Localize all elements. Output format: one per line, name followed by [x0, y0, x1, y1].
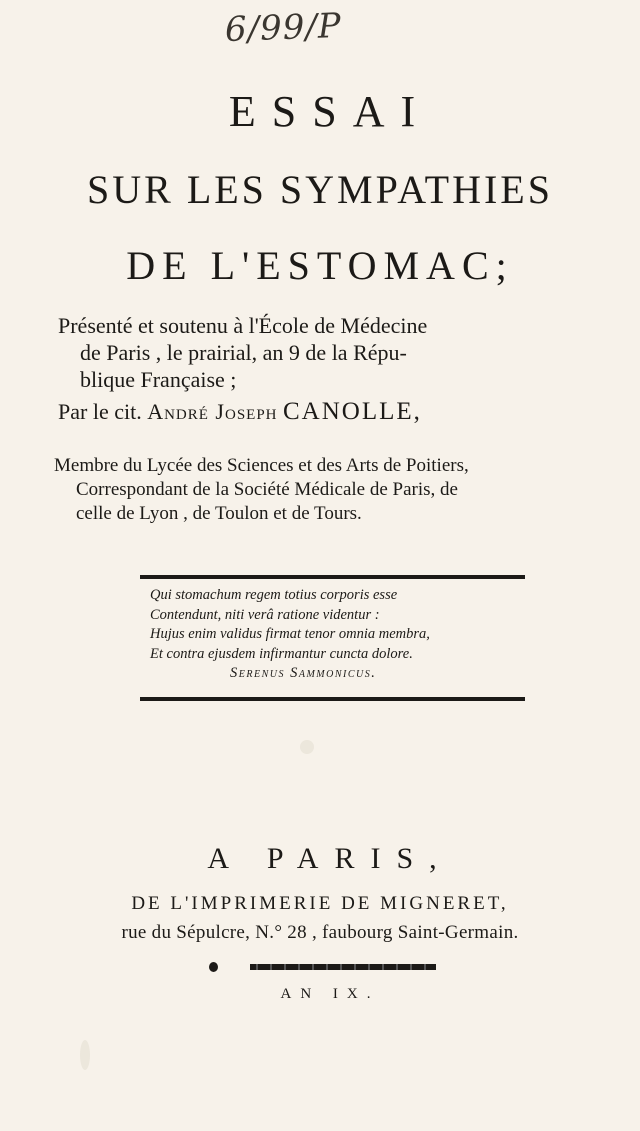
author-line: [58, 398, 422, 426]
epigraph-line: Et contra ejusdem infirmantur cuncta dolore.: [150, 645, 413, 662]
presentation-line: Présenté et soutenu à l'École de Médecine: [58, 313, 428, 338]
epigraph-line: Contendunt, niti verâ ratione videntur :: [150, 606, 380, 623]
handwritten-shelfmark: 6/99/P: [224, 5, 343, 51]
membership-line: Correspondant de la Société Médicale de Paris, de: [76, 479, 458, 500]
imprint-printer: DE L'IMPRIMERIE DE MIGNERET,: [131, 893, 509, 914]
epigraph-line: Qui stomachum regem totius corporis esse: [150, 587, 398, 603]
presentation-line: de Paris , le prairial, an 9 de la Répu-: [80, 340, 407, 365]
title-sur-les-sympathies: SUR LES SYMPATHIES: [87, 167, 553, 212]
imprint-year: AN IX.: [280, 986, 380, 1002]
membership-line: celle de Lyon , de Toulon et de Tours.: [76, 503, 362, 524]
epigraph-line: Hujus enim validus firmat tenor omnia membra,: [150, 626, 430, 642]
ornament-rule: [250, 964, 436, 970]
epigraph-bottom-rule: [140, 697, 525, 701]
imprint-address: rue du Sépulcre, N.° 28 , faubourg Saint-Germain.: [121, 922, 519, 943]
ornament-dot: [209, 962, 218, 972]
epigraph: [150, 586, 430, 684]
paper-blemish: [300, 740, 314, 754]
author-memberships: [54, 454, 469, 526]
author-surname: CANOLLE,: [283, 398, 422, 425]
presentation-statement: [58, 312, 598, 393]
presentation-line: blique Française ;: [80, 367, 237, 392]
imprint-city: A PARIS,: [207, 842, 453, 875]
epigraph-top-rule: [140, 575, 525, 579]
author-given-names: André Joseph: [147, 399, 278, 424]
epigraph-attribution: Serenus Sammonicus.: [230, 665, 377, 681]
author-prefix: Par le cit.: [58, 399, 142, 424]
membership-line: Membre du Lycée des Sciences et des Arts de Poitiers,: [54, 455, 469, 476]
title-essai: ESSAI: [228, 87, 432, 136]
paper-blemish: [80, 1040, 90, 1070]
title-de-l-estomac: DE L'ESTOMAC;: [126, 243, 514, 288]
